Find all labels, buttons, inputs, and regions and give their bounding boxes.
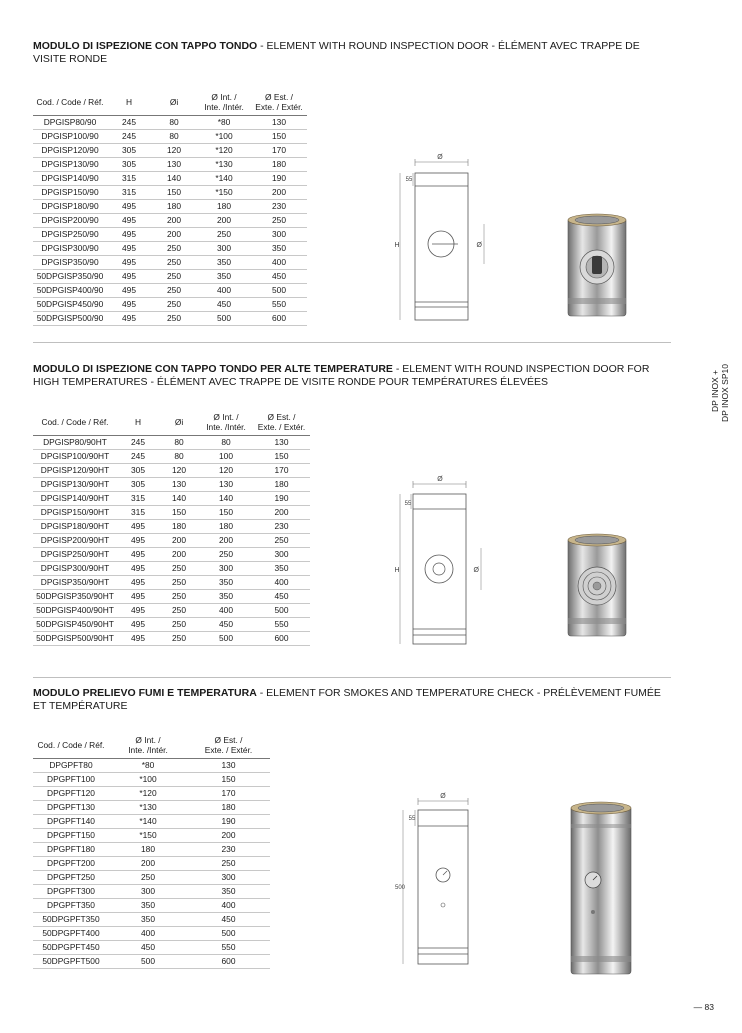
table-row [33, 185, 307, 199]
table-cell: 315 [107, 185, 151, 199]
table-cell: 600 [253, 631, 310, 645]
product-code-cell: DPGISP250/90 [33, 227, 107, 241]
table-cell: 300 [199, 561, 253, 575]
table-row [33, 129, 307, 143]
table-cell: 140 [151, 171, 197, 185]
table-cell: 550 [251, 297, 307, 311]
side-product-label [700, 360, 730, 440]
table-cell: 180 [197, 199, 251, 213]
table-cell: 250 [253, 533, 310, 547]
product-code-cell: DPGISP120/90HT [33, 463, 117, 477]
table-cell: 80 [151, 129, 197, 143]
table-cell: 300 [187, 870, 270, 884]
column-header: Ø Int. / Inte. /Intér. [109, 732, 187, 758]
table-cell: 495 [117, 547, 159, 561]
table-row [33, 856, 270, 870]
table-row [33, 870, 270, 884]
table-cell: 495 [107, 311, 151, 325]
table-row [33, 269, 307, 283]
table-cell: 250 [151, 269, 197, 283]
table-cell: 550 [187, 940, 270, 954]
table-row [33, 311, 307, 325]
table-cell: 450 [109, 940, 187, 954]
table-cell: 495 [117, 519, 159, 533]
table-cell: 250 [109, 870, 187, 884]
section-2-table [33, 409, 310, 646]
product-code-cell: 50DPGPFT500 [33, 954, 109, 968]
table-cell: 120 [159, 463, 199, 477]
table-cell: 180 [251, 157, 307, 171]
section-3-title-bold: MODULO PRELIEVO FUMI E TEMPERATURA [33, 687, 257, 699]
table-cell: 250 [197, 227, 251, 241]
table-cell: 250 [159, 561, 199, 575]
table-row [33, 143, 307, 157]
table-row [33, 631, 310, 645]
table-cell: *100 [197, 129, 251, 143]
column-header: Ø Int. / Inte. /Intér. [199, 409, 253, 435]
product-code-cell: DPGISP350/90 [33, 255, 107, 269]
table-cell: 150 [251, 129, 307, 143]
table-cell: 150 [253, 449, 310, 463]
product-code-cell: DPGPFT150 [33, 828, 109, 842]
table-cell: 80 [159, 435, 199, 449]
table-cell: 495 [107, 199, 151, 213]
drawing-top-label: 55 [405, 177, 413, 183]
section-1-product-photo [558, 212, 636, 325]
table-cell: 450 [197, 297, 251, 311]
table-cell: 305 [117, 463, 159, 477]
table-row [33, 842, 270, 856]
table-cell: 495 [107, 297, 151, 311]
table-cell: 200 [197, 213, 251, 227]
table-cell: 200 [187, 828, 270, 842]
product-code-cell: DPGISP180/90 [33, 199, 107, 213]
table-cell: 250 [159, 589, 199, 603]
table-row [33, 491, 310, 505]
table-cell: *80 [197, 115, 251, 129]
table-cell: 350 [109, 898, 187, 912]
section-2-technical-drawing [388, 472, 498, 657]
column-header: Ø Int. / Inte. /Intér. [197, 89, 251, 115]
product-code-cell: DPGISP100/90HT [33, 449, 117, 463]
table-row [33, 940, 270, 954]
table-cell: 190 [253, 491, 310, 505]
column-header: Ø Est. / Exte. / Extér. [251, 89, 307, 115]
column-header: Ø Est. / Exte. / Extér. [253, 409, 310, 435]
table-cell: 200 [151, 213, 197, 227]
table-cell: 250 [251, 213, 307, 227]
drawing-dia-label: Ø [440, 793, 446, 800]
product-code-cell: DPGISP200/90 [33, 213, 107, 227]
table-cell: 150 [187, 772, 270, 786]
table-cell: 495 [117, 575, 159, 589]
table-cell: 140 [199, 491, 253, 505]
column-header: Øi [151, 89, 197, 115]
table-cell: 350 [251, 241, 307, 255]
table-cell: 150 [199, 505, 253, 519]
product-code-cell: 50DPGPFT350 [33, 912, 109, 926]
page-number: — 83 [693, 1002, 714, 1012]
table-cell: *120 [197, 143, 251, 157]
table-cell: 450 [187, 912, 270, 926]
table-row [33, 227, 307, 241]
table-cell: *150 [109, 828, 187, 842]
table-row [33, 241, 307, 255]
product-code-cell: DPGISP140/90 [33, 171, 107, 185]
table-cell: 315 [117, 505, 159, 519]
table-cell: *140 [109, 814, 187, 828]
section-3-technical-drawing [390, 788, 490, 973]
table-cell: 200 [159, 547, 199, 561]
product-code-cell: DPGISP300/90 [33, 241, 107, 255]
table-cell: 300 [253, 547, 310, 561]
product-code-cell: DPGISP350/90HT [33, 575, 117, 589]
section-3-table [33, 732, 270, 969]
table-row [33, 758, 270, 772]
table-cell: 350 [253, 561, 310, 575]
table-cell: 190 [187, 814, 270, 828]
table-row [33, 884, 270, 898]
table-cell: 130 [151, 157, 197, 171]
table-row [33, 449, 310, 463]
product-code-cell: DPGISP130/90 [33, 157, 107, 171]
table-header-row [33, 409, 310, 435]
table-row [33, 199, 307, 213]
table-cell: 495 [107, 241, 151, 255]
table-row [33, 603, 310, 617]
table-cell: 180 [253, 477, 310, 491]
product-code-cell: DPGISP150/90HT [33, 505, 117, 519]
table-cell: 120 [199, 463, 253, 477]
table-cell: 230 [187, 842, 270, 856]
table-cell: *80 [109, 758, 187, 772]
table-cell: 400 [199, 603, 253, 617]
table-cell: 350 [197, 255, 251, 269]
product-code-cell: DPGISP100/90 [33, 129, 107, 143]
table-cell: 245 [107, 115, 151, 129]
table-header-row [33, 732, 270, 758]
table-cell: 315 [117, 491, 159, 505]
column-header: H [107, 89, 151, 115]
table-cell: 250 [199, 547, 253, 561]
table-row [33, 477, 310, 491]
table-row [33, 786, 270, 800]
drawing-height-label: H [394, 567, 400, 574]
table-cell: 250 [151, 297, 197, 311]
table-cell: 245 [107, 129, 151, 143]
table-cell: 400 [187, 898, 270, 912]
table-cell: 180 [187, 800, 270, 814]
table-cell: 350 [197, 269, 251, 283]
table-cell: 150 [159, 505, 199, 519]
table-cell: 450 [199, 617, 253, 631]
table-row [33, 213, 307, 227]
section-1-title-bold: MODULO DI ISPEZIONE CON TAPPO TONDO [33, 40, 258, 52]
table-cell: 350 [187, 884, 270, 898]
drawing-top-label: 55 [404, 501, 412, 507]
table-cell: 400 [253, 575, 310, 589]
table-header-row [33, 89, 307, 115]
table-cell: 170 [253, 463, 310, 477]
section-divider [33, 342, 671, 343]
column-header: H [117, 409, 159, 435]
table-cell: 130 [187, 758, 270, 772]
product-code-cell: DPGPFT180 [33, 842, 109, 856]
product-code-cell: 50DPGPFT450 [33, 940, 109, 954]
table-row [33, 505, 310, 519]
table-cell: 350 [109, 912, 187, 926]
product-code-cell: 50DPGISP400/90 [33, 283, 107, 297]
table-cell: 300 [197, 241, 251, 255]
table-cell: 130 [199, 477, 253, 491]
drawing-height-label: H [394, 242, 400, 249]
table-cell: 500 [197, 311, 251, 325]
table-cell: 495 [117, 631, 159, 645]
table-cell: 400 [251, 255, 307, 269]
table-cell: 180 [159, 519, 199, 533]
product-code-cell: DPGISP300/90HT [33, 561, 117, 575]
table-cell: 305 [107, 157, 151, 171]
table-row [33, 575, 310, 589]
table-cell: 100 [199, 449, 253, 463]
table-cell: 495 [107, 269, 151, 283]
table-cell: 500 [251, 283, 307, 297]
table-cell: 80 [199, 435, 253, 449]
table-cell: 495 [117, 589, 159, 603]
table-cell: 250 [151, 241, 197, 255]
product-code-cell: 50DPGISP500/90HT [33, 631, 117, 645]
product-code-cell: DPGPFT250 [33, 870, 109, 884]
table-cell: 250 [159, 603, 199, 617]
table-cell: 250 [151, 255, 197, 269]
column-header: Ø Est. / Exte. / Extér. [187, 732, 270, 758]
section-3-title [33, 687, 673, 713]
table-cell: 600 [251, 311, 307, 325]
table-cell: 250 [159, 631, 199, 645]
table-cell: 495 [117, 533, 159, 547]
table-row [33, 926, 270, 940]
product-code-cell: 50DPGPFT400 [33, 926, 109, 940]
table-row [33, 435, 310, 449]
table-cell: *140 [197, 171, 251, 185]
product-code-cell: DPGISP80/90HT [33, 435, 117, 449]
drawing-side-dia-label: Ø [476, 242, 482, 249]
table-cell: 500 [187, 926, 270, 940]
table-row [33, 547, 310, 561]
section-2-product-photo [558, 532, 636, 645]
product-code-cell: DPGPFT130 [33, 800, 109, 814]
product-code-cell: DPGISP140/90HT [33, 491, 117, 505]
product-code-cell: 50DPGISP500/90 [33, 311, 107, 325]
table-cell: 120 [151, 143, 197, 157]
table-row [33, 561, 310, 575]
table-cell: 250 [151, 283, 197, 297]
table-cell: 170 [187, 786, 270, 800]
drawing-dia-label: Ø [437, 154, 443, 161]
drawing-dia-label: Ø [437, 476, 443, 483]
product-code-cell: DPGISP80/90 [33, 115, 107, 129]
table-cell: 495 [117, 617, 159, 631]
table-cell: 550 [253, 617, 310, 631]
product-code-cell: DPGPFT100 [33, 772, 109, 786]
section-1-title [33, 40, 673, 66]
product-code-cell: DPGPFT200 [33, 856, 109, 870]
table-row [33, 617, 310, 631]
table-cell: 200 [253, 505, 310, 519]
section-divider [33, 677, 671, 678]
table-cell: 500 [109, 954, 187, 968]
product-code-cell: DPGPFT140 [33, 814, 109, 828]
product-code-cell: 50DPGISP450/90 [33, 297, 107, 311]
table-cell: 250 [159, 575, 199, 589]
table-row [33, 589, 310, 603]
table-cell: 300 [251, 227, 307, 241]
table-cell: 245 [117, 449, 159, 463]
product-code-cell: DPGPFT80 [33, 758, 109, 772]
drawing-height-label: 500 [394, 885, 406, 891]
table-cell: 495 [117, 603, 159, 617]
table-cell: 150 [151, 185, 197, 199]
product-code-cell: DPGISP120/90 [33, 143, 107, 157]
section-2-title-bold: MODULO DI ISPEZIONE CON TAPPO TONDO PER ALTE TEMPERATURE [33, 363, 393, 375]
table-cell: 140 [159, 491, 199, 505]
table-cell: 190 [251, 171, 307, 185]
table-row [33, 157, 307, 171]
table-cell: 400 [197, 283, 251, 297]
table-cell: 600 [187, 954, 270, 968]
table-row [33, 898, 270, 912]
product-code-cell: DPGPFT300 [33, 884, 109, 898]
table-row [33, 533, 310, 547]
table-cell: 200 [199, 533, 253, 547]
table-cell: *100 [109, 772, 187, 786]
table-cell: 300 [109, 884, 187, 898]
table-row [33, 828, 270, 842]
product-code-cell: DPGISP150/90 [33, 185, 107, 199]
product-code-cell: DPGISP250/90HT [33, 547, 117, 561]
table-cell: 350 [199, 575, 253, 589]
table-cell: 130 [253, 435, 310, 449]
table-cell: 180 [109, 842, 187, 856]
product-code-cell: DPGPFT350 [33, 898, 109, 912]
table-row [33, 519, 310, 533]
table-cell: 250 [151, 311, 197, 325]
table-row [33, 297, 307, 311]
product-code-cell: 50DPGISP350/90 [33, 269, 107, 283]
table-row [33, 255, 307, 269]
table-cell: *130 [109, 800, 187, 814]
table-cell: 500 [199, 631, 253, 645]
table-cell: 200 [251, 185, 307, 199]
table-cell: 495 [107, 283, 151, 297]
table-cell: 200 [109, 856, 187, 870]
column-header: Øi [159, 409, 199, 435]
table-cell: 450 [251, 269, 307, 283]
table-row [33, 463, 310, 477]
table-row [33, 954, 270, 968]
table-cell: *130 [197, 157, 251, 171]
table-cell: 250 [187, 856, 270, 870]
table-cell: 200 [151, 227, 197, 241]
table-cell: 305 [107, 143, 151, 157]
table-cell: 305 [117, 477, 159, 491]
section-2-title-rest: - ELEMENT WITH ROUND INSPECTION DOOR FOR HIGH TEMPERATURES - ÉLÉMENT AVEC TRAPPE DE VISITE RONDE POUR TEMPÉRATURES ÉLEVÉES [33, 363, 650, 388]
column-header: Cod. / Code / Réf. [33, 409, 117, 435]
table-cell: 250 [159, 617, 199, 631]
section-1-title-rest: - ELEMENT WITH ROUND INSPECTION DOOR - ÉLÉMENT AVEC TRAPPE DE VISITE RONDE [33, 40, 640, 65]
table-cell: 180 [151, 199, 197, 213]
table-cell: 500 [253, 603, 310, 617]
table-cell: 350 [199, 589, 253, 603]
table-cell: *120 [109, 786, 187, 800]
table-cell: 200 [159, 533, 199, 547]
product-code-cell: DPGISP130/90HT [33, 477, 117, 491]
section-1-table [33, 89, 307, 326]
table-row [33, 800, 270, 814]
section-3-product-photo [563, 800, 639, 983]
table-cell: 130 [159, 477, 199, 491]
drawing-top-label: 55 [408, 816, 416, 822]
section-2-title [33, 363, 673, 389]
column-header: Cod. / Code / Réf. [33, 89, 107, 115]
side-label-line-1: DP INOX + [710, 369, 720, 412]
side-label-line-2: DP INOX SP10 [720, 364, 730, 422]
table-cell: 450 [253, 589, 310, 603]
table-row [33, 912, 270, 926]
table-cell: 130 [251, 115, 307, 129]
table-row [33, 283, 307, 297]
table-cell: 495 [117, 561, 159, 575]
product-code-cell: DPGPFT120 [33, 786, 109, 800]
table-row [33, 772, 270, 786]
table-cell: 230 [251, 199, 307, 213]
section-3-title-rest: - ELEMENT FOR SMOKES AND TEMPERATURE CHECK - PRÉLÈVEMENT FUMÉE ET TEMPÉRATURE [33, 687, 661, 712]
table-cell: 80 [159, 449, 199, 463]
table-row [33, 115, 307, 129]
column-header: Cod. / Code / Réf. [33, 732, 109, 758]
table-row [33, 814, 270, 828]
table-cell: 400 [109, 926, 187, 940]
table-cell: 170 [251, 143, 307, 157]
product-code-cell: DPGISP200/90HT [33, 533, 117, 547]
product-code-cell: 50DPGISP400/90HT [33, 603, 117, 617]
drawing-side-dia-label: Ø [473, 567, 479, 574]
table-cell: 495 [107, 255, 151, 269]
table-cell: 245 [117, 435, 159, 449]
product-code-cell: DPGISP180/90HT [33, 519, 117, 533]
section-1-technical-drawing [388, 150, 498, 335]
table-row [33, 171, 307, 185]
table-cell: 180 [199, 519, 253, 533]
table-cell: 315 [107, 171, 151, 185]
product-code-cell: 50DPGISP450/90HT [33, 617, 117, 631]
table-cell: 495 [107, 227, 151, 241]
table-cell: 230 [253, 519, 310, 533]
product-code-cell: 50DPGISP350/90HT [33, 589, 117, 603]
table-cell: 80 [151, 115, 197, 129]
table-cell: 495 [107, 213, 151, 227]
table-cell: *150 [197, 185, 251, 199]
